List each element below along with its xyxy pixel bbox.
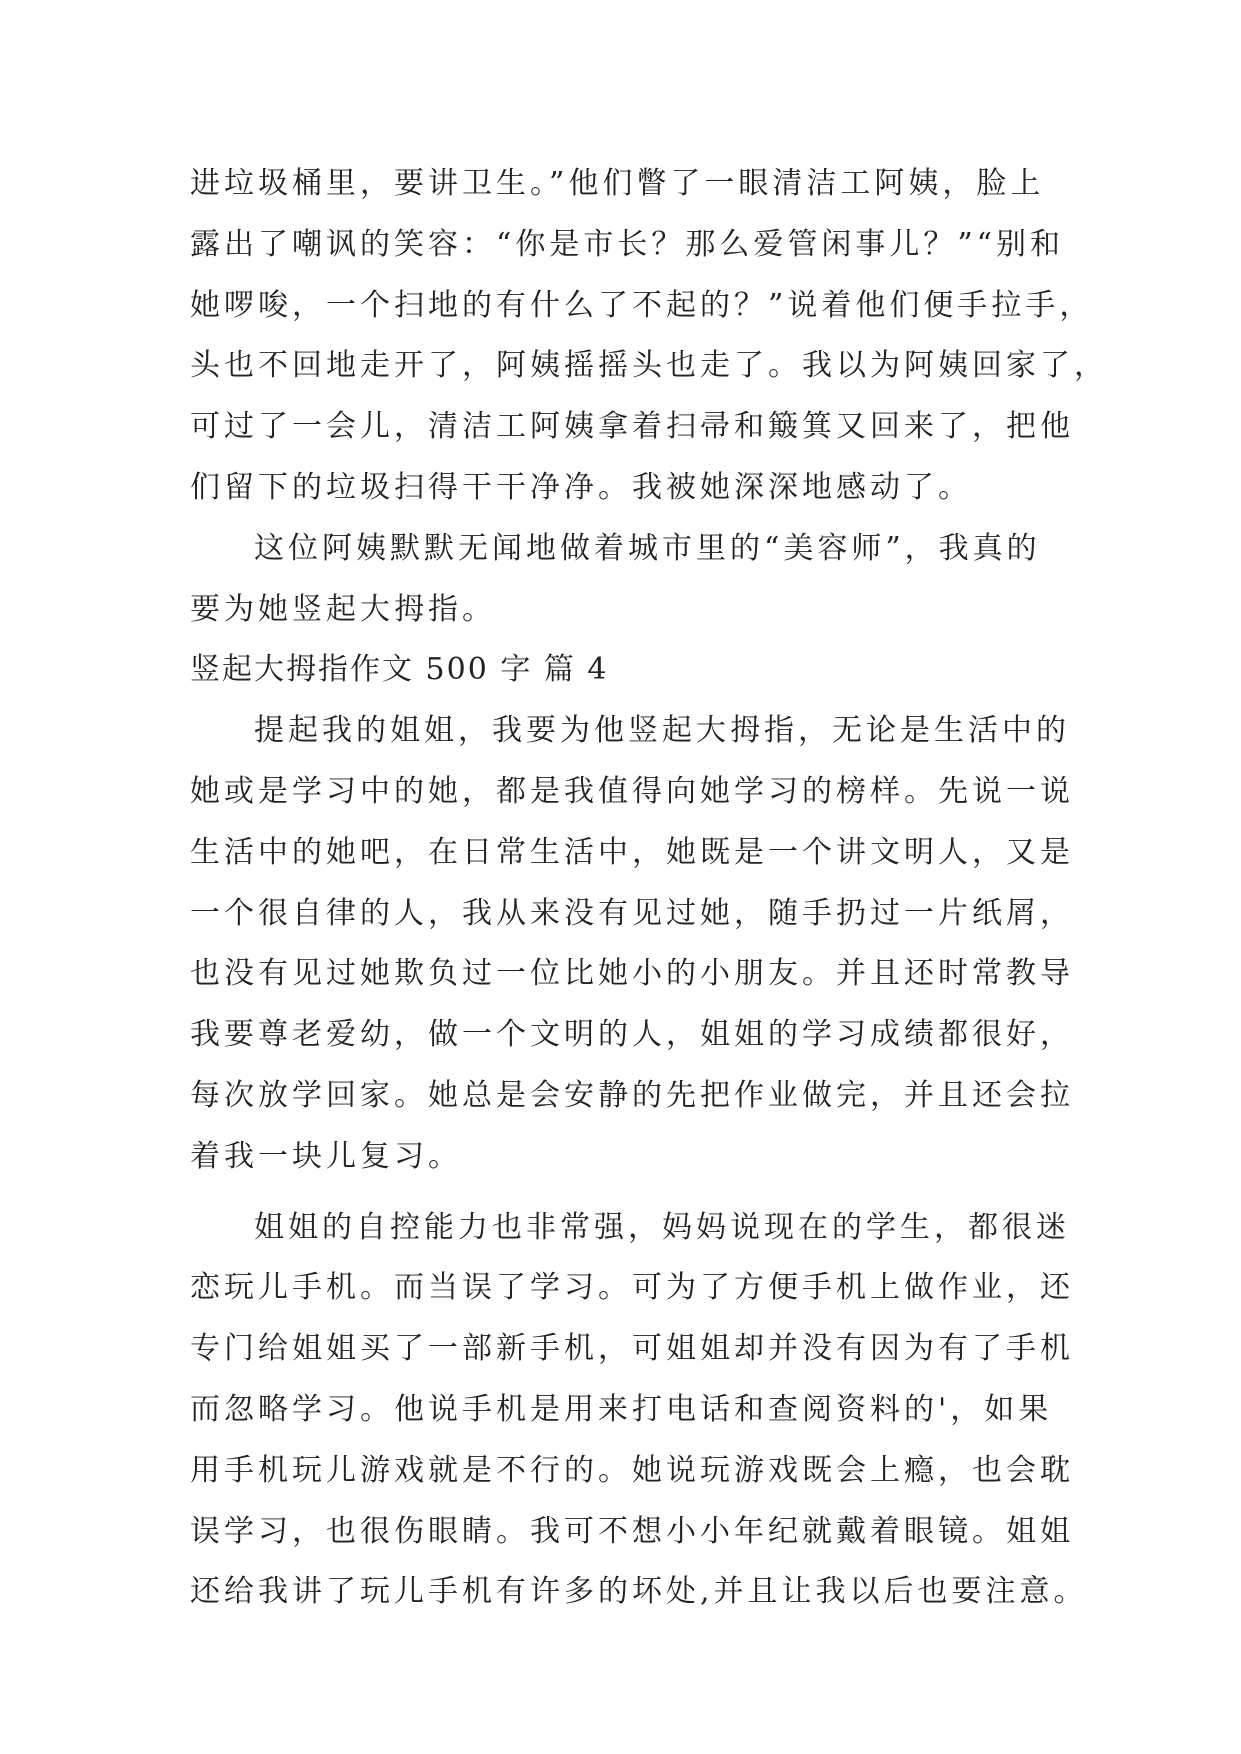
section-heading: 竖起大拇指作文 500 字 篇 4 <box>190 652 609 688</box>
paragraph-sister-intro <box>190 701 1074 1187</box>
text-line: 她啰唆，一个扫地的有什么了不起的？”说着他们便手拉手， <box>190 287 1094 323</box>
paragraph-continuation <box>190 154 1108 519</box>
text-line: 每次放学回家。她总是会安静的先把作业做完，并且还会拉 <box>190 1077 1074 1113</box>
text-line: 她或是学习中的她，都是我值得向她学习的榜样。先说一说 <box>190 773 1074 809</box>
text-line: 要为她竖起大拇指。 <box>190 591 496 627</box>
text-line: 一个很自律的人，我从来没有见过她，随手扔过一片纸屑， <box>190 895 1074 931</box>
paragraph-gap <box>190 1188 1050 1198</box>
text-line: 可过了一会儿，清洁工阿姨拿着扫帚和簸箕又回来了，把他 <box>190 409 1074 445</box>
text-line: 误学习，也很伤眼睛。我可不想小小年纪就戴着眼镜。姐姐 <box>190 1513 1074 1549</box>
text-line: 露出了嘲讽的笑容：“你是市长？那么爱管闲事儿？”“别和 <box>190 226 1065 262</box>
text-line: 恋玩儿手机。而当误了学习。可为了方便手机上做作业，还 <box>190 1270 1074 1306</box>
text-line: 提起我的姐姐，我要为他竖起大拇指，无论是生活中的 <box>254 713 1070 749</box>
text-line: 用手机玩儿游戏就是不行的。她说玩游戏既会上瘾，也会耽 <box>190 1452 1074 1488</box>
text-line: 们留下的垃圾扫得干干净净。我被她深深地感动了。 <box>190 469 972 505</box>
text-line: 着我一块儿复习。 <box>190 1138 462 1174</box>
text-line: 专门给姐姐买了一部新手机，可姐姐却并没有因为有了手机 <box>190 1331 1074 1367</box>
text-line: 我要尊老爱幼，做一个文明的人，姐姐的学习成绩都很好， <box>190 1017 1074 1053</box>
text-line: 还给我讲了玩儿手机有许多的坏处,并且让我以后也要注意。 <box>190 1574 1088 1610</box>
text-line: 这位阿姨默默无闻地做着城市里的“美容师”，我真的 <box>254 530 1041 566</box>
paragraph-self-control <box>190 1198 1088 1624</box>
text-line: 也没有见过她欺负过一位比她小的小朋友。并且还时常教导 <box>190 956 1074 992</box>
text-line: 生活中的她吧，在日常生活中，她既是一个讲文明人，又是 <box>190 834 1074 870</box>
text-line: 而忽略学习。他说手机是用来打电话和查阅资料的'，如果 <box>190 1391 1053 1427</box>
text-line: 进垃圾桶里，要讲卫生。”他们瞥了一眼清洁工阿姨，脸上 <box>190 166 1045 201</box>
text-line: 姐姐的自控能力也非常强，妈妈说现在的学生，都很迷 <box>254 1209 1070 1245</box>
text-line: 头也不回地走开了，阿姨摇摇头也走了。我以为阿姨回家了， <box>190 348 1108 384</box>
paragraph-closing <box>190 519 1050 641</box>
document-body <box>190 154 1108 1623</box>
